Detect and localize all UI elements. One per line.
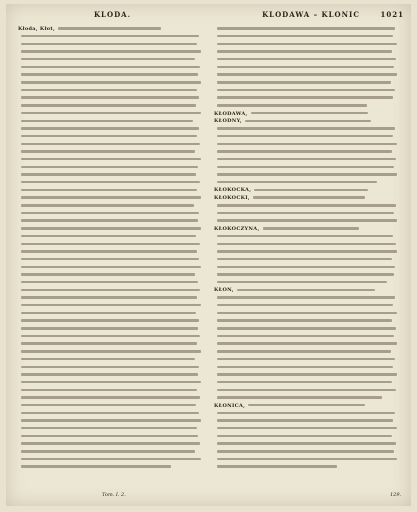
illegible-text-run [21, 381, 201, 383]
text-line [214, 72, 400, 80]
text-line [18, 26, 204, 34]
text-line [18, 111, 204, 119]
text-line [18, 49, 204, 57]
illegible-text-run [21, 358, 195, 360]
illegible-text-run [21, 404, 196, 406]
text-line [18, 257, 204, 265]
illegible-text-run [217, 204, 396, 206]
text-line [18, 226, 204, 234]
illegible-text-run [217, 312, 397, 314]
text-line [214, 149, 400, 157]
text-line [214, 187, 400, 195]
text-line [18, 372, 204, 380]
illegible-text-run [217, 266, 395, 268]
illegible-text-run [217, 173, 397, 175]
illegible-text-run [21, 135, 197, 137]
illegible-text-run [217, 419, 393, 421]
text-line [18, 118, 204, 126]
text-line [18, 203, 204, 211]
illegible-text-run [21, 73, 198, 75]
illegible-text-run [254, 189, 368, 191]
text-line [214, 34, 400, 42]
text-line [214, 103, 400, 111]
illegible-text-run [217, 96, 393, 98]
text-line [214, 26, 400, 34]
illegible-text-run [217, 381, 392, 383]
illegible-text-run [21, 104, 196, 106]
entry-headword: KŁONICA, [214, 402, 246, 409]
left-text-column [18, 26, 204, 484]
left-running-header [20, 10, 205, 19]
text-line [18, 364, 204, 372]
illegible-text-run [21, 335, 200, 337]
illegible-text-run [217, 243, 396, 245]
illegible-text-run [217, 450, 394, 452]
illegible-text-run [21, 289, 200, 291]
text-line [18, 457, 204, 465]
text-line [18, 349, 204, 357]
text-line [18, 287, 204, 295]
illegible-text-run [217, 412, 395, 414]
text-line [214, 157, 400, 165]
illegible-text-run [217, 442, 396, 444]
text-line [214, 364, 400, 372]
illegible-text-run [21, 58, 195, 60]
text-line [214, 433, 400, 441]
illegible-text-run [21, 389, 197, 391]
illegible-text-run [217, 327, 396, 329]
text-line [18, 395, 204, 403]
entry-headword: KŁOKOCKA, [214, 187, 252, 194]
text-line [214, 418, 400, 426]
entry-headword: KŁON, [214, 287, 234, 294]
illegible-text-run [21, 219, 198, 221]
illegible-text-run [21, 243, 200, 245]
text-line [214, 280, 400, 288]
text-line [18, 157, 204, 165]
illegible-text-run [217, 304, 393, 306]
text-line [214, 372, 400, 380]
entry-headword: KŁODAWA, [214, 110, 248, 117]
text-line [18, 172, 204, 180]
text-line [18, 187, 204, 195]
text-line [214, 88, 400, 96]
text-line [18, 272, 204, 280]
text-line [214, 295, 400, 303]
text-line [214, 226, 400, 234]
illegible-text-run [217, 50, 392, 52]
illegible-text-run [21, 342, 197, 344]
illegible-text-run [21, 327, 198, 329]
text-line [18, 441, 204, 449]
illegible-text-run [245, 120, 371, 122]
text-line [18, 326, 204, 334]
right-page-number: 1021 [380, 10, 404, 19]
illegible-text-run [217, 35, 393, 37]
right-header-title: KLODAWA – KLONIC [262, 10, 360, 19]
entry-headword: Kłoda, Kłot, [18, 26, 56, 32]
illegible-text-run [21, 319, 199, 321]
text-line [214, 134, 400, 142]
text-line [18, 195, 204, 203]
text-line [18, 380, 204, 388]
illegible-text-run [21, 273, 195, 275]
text-line [18, 464, 204, 472]
illegible-text-run [21, 89, 197, 91]
illegible-text-run [217, 296, 395, 298]
text-line [18, 357, 204, 365]
illegible-text-run [21, 304, 201, 306]
illegible-text-run [217, 273, 394, 275]
text-line [214, 141, 400, 149]
text-line [18, 126, 204, 134]
text-line [214, 80, 400, 88]
text-line [214, 457, 400, 465]
illegible-text-run [21, 396, 200, 398]
illegible-text-run [217, 350, 391, 352]
text-line [18, 264, 204, 272]
text-line [214, 95, 400, 103]
illegible-text-run [217, 219, 397, 221]
text-line [18, 211, 204, 219]
text-line [214, 403, 400, 411]
illegible-text-run [253, 196, 365, 198]
illegible-text-run [217, 135, 393, 137]
illegible-text-run [217, 250, 397, 252]
illegible-text-run [217, 435, 392, 437]
illegible-text-run [217, 181, 377, 183]
text-line [214, 118, 400, 126]
illegible-text-run [217, 281, 387, 283]
text-line [18, 449, 204, 457]
illegible-text-run [217, 104, 367, 106]
text-line [18, 403, 204, 411]
illegible-text-run [217, 342, 397, 344]
illegible-text-run [21, 35, 199, 37]
illegible-text-run [21, 204, 194, 206]
text-line [18, 149, 204, 157]
illegible-text-run [21, 181, 200, 183]
text-line [214, 241, 400, 249]
text-line [214, 287, 400, 295]
text-line [18, 234, 204, 242]
illegible-text-run [21, 258, 199, 260]
text-line [18, 180, 204, 188]
text-line [214, 41, 400, 49]
right-footer: 129. [390, 492, 402, 498]
illegible-text-run [21, 189, 197, 191]
text-line [214, 111, 400, 119]
illegible-text-run [217, 366, 393, 368]
illegible-text-run [217, 212, 394, 214]
illegible-text-run [21, 412, 199, 414]
illegible-text-run [217, 458, 397, 460]
illegible-text-run [21, 66, 200, 68]
illegible-text-run [21, 350, 201, 352]
illegible-text-run [217, 465, 337, 467]
left-header-title: KLODA. [93, 10, 132, 19]
text-line [18, 303, 204, 311]
illegible-text-run [217, 81, 391, 83]
text-line [18, 433, 204, 441]
illegible-text-run [217, 58, 396, 60]
text-line [214, 426, 400, 434]
text-line [18, 318, 204, 326]
illegible-text-run [217, 358, 395, 360]
text-line [214, 64, 400, 72]
illegible-text-run [217, 235, 393, 237]
illegible-text-run [21, 465, 171, 467]
text-line [214, 410, 400, 418]
illegible-text-run [21, 112, 201, 114]
illegible-text-run [21, 50, 201, 52]
text-line [214, 211, 400, 219]
text-line [214, 203, 400, 211]
illegible-text-run [248, 404, 365, 406]
text-line [18, 80, 204, 88]
text-line [214, 449, 400, 457]
text-line [214, 464, 400, 472]
illegible-text-run [217, 27, 395, 29]
illegible-text-run [217, 389, 396, 391]
illegible-text-run [21, 312, 196, 314]
text-line [214, 387, 400, 395]
text-line [214, 341, 400, 349]
illegible-text-run [217, 427, 397, 429]
text-line [214, 326, 400, 334]
text-line [18, 57, 204, 65]
text-line [214, 164, 400, 172]
text-line [18, 164, 204, 172]
text-line [18, 103, 204, 111]
illegible-text-run [21, 419, 201, 421]
right-running-header [218, 10, 404, 19]
entry-headword: KŁOKOCKI, [214, 195, 250, 202]
illegible-text-run [217, 143, 397, 145]
illegible-text-run [217, 66, 394, 68]
text-line [214, 303, 400, 311]
text-line [18, 280, 204, 288]
text-line [214, 272, 400, 280]
illegible-text-run [251, 112, 368, 114]
illegible-text-run [21, 366, 199, 368]
illegible-text-run [217, 373, 397, 375]
text-line [18, 41, 204, 49]
illegible-text-run [217, 150, 392, 152]
text-line [214, 349, 400, 357]
illegible-text-run [217, 335, 394, 337]
illegible-text-run [21, 442, 200, 444]
text-line [214, 172, 400, 180]
illegible-text-run [21, 120, 193, 122]
illegible-text-run [21, 373, 198, 375]
illegible-text-run [21, 458, 201, 460]
text-line [214, 249, 400, 257]
illegible-text-run [21, 296, 197, 298]
illegible-text-run [217, 89, 395, 91]
illegible-text-run [21, 212, 199, 214]
illegible-text-run [217, 166, 394, 168]
text-line [18, 241, 204, 249]
text-line [18, 141, 204, 149]
illegible-text-run [21, 227, 201, 229]
text-line [214, 380, 400, 388]
illegible-text-run [217, 73, 397, 75]
illegible-text-run [21, 150, 195, 152]
illegible-text-run [237, 289, 375, 291]
text-line [18, 95, 204, 103]
text-line [214, 195, 400, 203]
illegible-text-run [217, 43, 397, 45]
text-line [18, 34, 204, 42]
illegible-text-run [21, 96, 199, 98]
illegible-text-run [217, 158, 396, 160]
illegible-text-run [263, 227, 359, 229]
right-text-column [214, 26, 400, 484]
text-line [214, 257, 400, 265]
text-line [18, 134, 204, 142]
text-line [18, 88, 204, 96]
text-line [18, 410, 204, 418]
text-line [18, 64, 204, 72]
illegible-text-run [21, 427, 197, 429]
illegible-text-run [21, 81, 201, 83]
text-line [214, 310, 400, 318]
dictionary-page [6, 4, 411, 506]
text-line [18, 249, 204, 257]
illegible-text-run [21, 266, 201, 268]
text-line [214, 395, 400, 403]
text-line [214, 180, 400, 188]
illegible-text-run [21, 127, 199, 129]
text-line [18, 295, 204, 303]
text-line [214, 441, 400, 449]
illegible-text-run [217, 396, 382, 398]
text-line [214, 334, 400, 342]
illegible-text-run [21, 281, 198, 283]
text-line [18, 341, 204, 349]
text-line [214, 357, 400, 365]
illegible-text-run [21, 435, 198, 437]
illegible-text-run [21, 158, 201, 160]
left-footer: Tom. I. 2. [102, 492, 126, 498]
text-line [18, 310, 204, 318]
illegible-text-run [21, 196, 201, 198]
text-line [18, 418, 204, 426]
text-line [18, 72, 204, 80]
entry-headword: KŁOKOCZYNA, [214, 225, 260, 232]
illegible-text-run [58, 27, 161, 29]
text-line [214, 126, 400, 134]
illegible-text-run [21, 173, 196, 175]
text-line [18, 426, 204, 434]
text-line [214, 57, 400, 65]
illegible-text-run [21, 166, 198, 168]
illegible-text-run [217, 258, 392, 260]
illegible-text-run [21, 450, 195, 452]
text-line [214, 218, 400, 226]
text-line [214, 264, 400, 272]
illegible-text-run [217, 127, 395, 129]
text-line [18, 334, 204, 342]
text-line [18, 218, 204, 226]
illegible-text-run [21, 143, 200, 145]
illegible-text-run [21, 250, 197, 252]
illegible-text-run [217, 319, 392, 321]
entry-headword: KŁODNY, [214, 118, 242, 125]
illegible-text-run [21, 235, 196, 237]
text-line [18, 387, 204, 395]
illegible-text-run [21, 43, 197, 45]
text-line [214, 234, 400, 242]
text-line [214, 49, 400, 57]
text-line [214, 318, 400, 326]
